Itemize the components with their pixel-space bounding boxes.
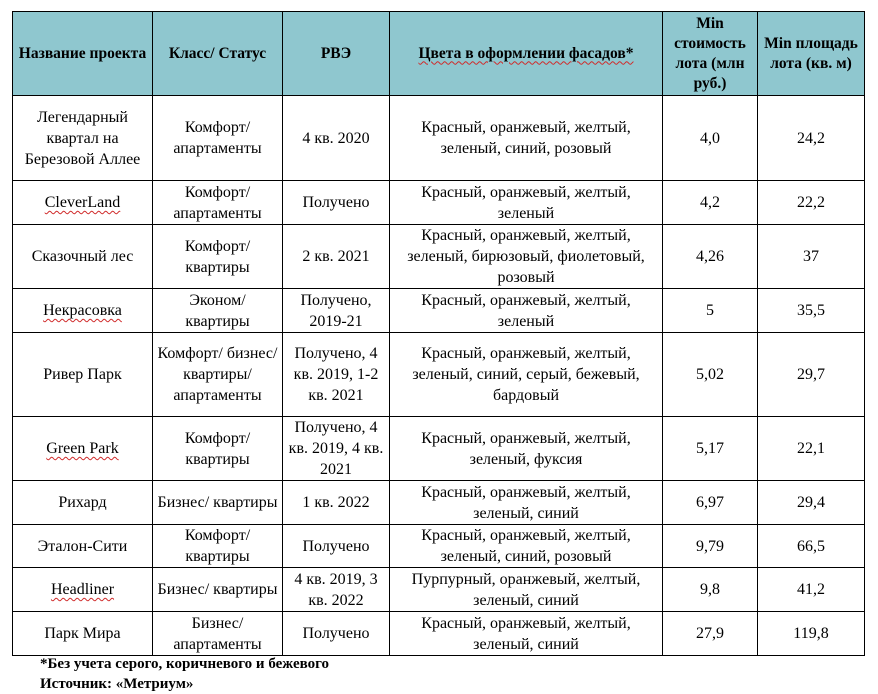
cell-min-area: 37 — [758, 225, 865, 289]
cell-min-area: 22,2 — [758, 181, 865, 225]
cell-project-name — [13, 417, 153, 481]
cell-rve: 1 кв. 2022 — [283, 481, 390, 525]
table-row — [13, 333, 865, 417]
table-footer — [40, 654, 329, 694]
cell-rve: Получено — [283, 612, 390, 656]
cell-rve: Получено — [283, 525, 390, 568]
cell-min-price: 5,02 — [663, 333, 758, 417]
cell-facade-colors: Красный, оранжевый, желтый, зеленый, синий, розовый — [390, 96, 663, 181]
cell-project-name: Сказочный лес — [13, 225, 153, 289]
table-row — [13, 96, 865, 181]
cell-rve: 4 кв. 2019, 3 кв. 2022 — [283, 568, 390, 612]
cell-min-price: 6,97 — [663, 481, 758, 525]
cell-min-area: 29,4 — [758, 481, 865, 525]
cell-facade-colors: Красный, оранжевый, желтый, зеленый, фуксия — [390, 417, 663, 481]
cell-min-area: 29,7 — [758, 333, 865, 417]
table-row — [13, 568, 865, 612]
cell-min-price: 4,2 — [663, 181, 758, 225]
cell-min-price: 5 — [663, 289, 758, 333]
cell-min-area: 41,2 — [758, 568, 865, 612]
cell-rve: 2 кв. 2021 — [283, 225, 390, 289]
cell-class-status: Бизнес/ квартиры — [153, 481, 283, 525]
cell-rve: Получено — [283, 181, 390, 225]
header-facade-colors-text: Цвета в оформлении фасадов* — [418, 44, 634, 62]
table-row — [13, 225, 865, 289]
cell-min-area: 35,5 — [758, 289, 865, 333]
projects-table — [12, 11, 865, 656]
table-row — [13, 481, 865, 525]
source-note: Источник: «Метриум» — [40, 676, 194, 692]
cell-project-name: Легендарный квартал на Березовой Аллее — [13, 96, 153, 181]
cell-project-name: Рихард — [13, 481, 153, 525]
header-rve: РВЭ — [283, 12, 390, 96]
cell-min-price: 9,8 — [663, 568, 758, 612]
cell-rve: Получено, 2019-21 — [283, 289, 390, 333]
header-facade-colors — [390, 12, 663, 96]
cell-min-area: 66,5 — [758, 525, 865, 568]
table-row — [13, 289, 865, 333]
cell-rve: 4 кв. 2020 — [283, 96, 390, 181]
cell-facade-colors: Красный, оранжевый, желтый, зеленый — [390, 181, 663, 225]
cell-class-status: Комфорт/ квартиры — [153, 417, 283, 481]
header-row — [13, 12, 865, 96]
cell-facade-colors: Красный, оранжевый, желтый, зеленый, синий, розовый — [390, 525, 663, 568]
cell-project-name: Эталон-Сити — [13, 525, 153, 568]
header-min-price: Min стоимость лота (млн руб.) — [663, 12, 758, 96]
cell-project-name-text: Некрасовка — [43, 302, 122, 319]
cell-class-status: Бизнес/ апартаменты — [153, 612, 283, 656]
cell-facade-colors: Красный, оранжевый, желтый, зеленый, синий — [390, 481, 663, 525]
cell-min-price: 4,26 — [663, 225, 758, 289]
cell-min-price: 4,0 — [663, 96, 758, 181]
table-row — [13, 612, 865, 656]
cell-class-status: Комфорт/ квартиры — [153, 525, 283, 568]
cell-project-name — [13, 181, 153, 225]
cell-class-status: Бизнес/ квартиры — [153, 568, 283, 612]
cell-facade-colors: Красный, оранжевый, желтый, зеленый, бирюзовый, фиолетовый, розовый — [390, 225, 663, 289]
table-row — [13, 525, 865, 568]
cell-min-price: 27,9 — [663, 612, 758, 656]
cell-project-name-text: CleverLand — [44, 194, 121, 211]
header-project-name: Название проекта — [13, 12, 153, 96]
cell-rve: Получено, 4 кв. 2019, 4 кв. 2021 — [283, 417, 390, 481]
header-min-area: Min площадь лота (кв. м) — [758, 12, 865, 96]
header-class-status: Класс/ Статус — [153, 12, 283, 96]
cell-project-name: Парк Мира — [13, 612, 153, 656]
cell-min-price: 9,79 — [663, 525, 758, 568]
table-row — [13, 181, 865, 225]
cell-class-status: Комфорт/ бизнес/ квартиры/ апартаменты — [153, 333, 283, 417]
cell-project-name: Ривер Парк — [13, 333, 153, 417]
cell-facade-colors: Красный, оранжевый, желтый, зеленый, синий — [390, 612, 663, 656]
cell-facade-colors: Пурпурный, оранжевый, желтый, зеленый, синий — [390, 568, 663, 612]
cell-min-area: 24,2 — [758, 96, 865, 181]
footnote: *Без учета серого, коричневого и бежевого — [40, 656, 330, 672]
cell-class-status: Комфорт/ апартаменты — [153, 181, 283, 225]
cell-project-name — [13, 568, 153, 612]
cell-facade-colors: Красный, оранжевый, желтый, зеленый, синий, серый, бежевый, бардовый — [390, 333, 663, 417]
cell-project-name — [13, 289, 153, 333]
cell-class-status: Эконом/ квартиры — [153, 289, 283, 333]
cell-facade-colors: Красный, оранжевый, желтый, зеленый — [390, 289, 663, 333]
cell-min-price: 5,17 — [663, 417, 758, 481]
cell-rve: Получено, 4 кв. 2019, 1-2 кв. 2021 — [283, 333, 390, 417]
cell-class-status: Комфорт/ квартиры — [153, 225, 283, 289]
cell-class-status: Комфорт/ апартаменты — [153, 96, 283, 181]
table-row — [13, 417, 865, 481]
cell-project-name-text: Green Park — [46, 440, 119, 457]
cell-min-area: 22,1 — [758, 417, 865, 481]
cell-project-name-text: Headliner — [50, 581, 115, 598]
cell-min-area: 119,8 — [758, 612, 865, 656]
